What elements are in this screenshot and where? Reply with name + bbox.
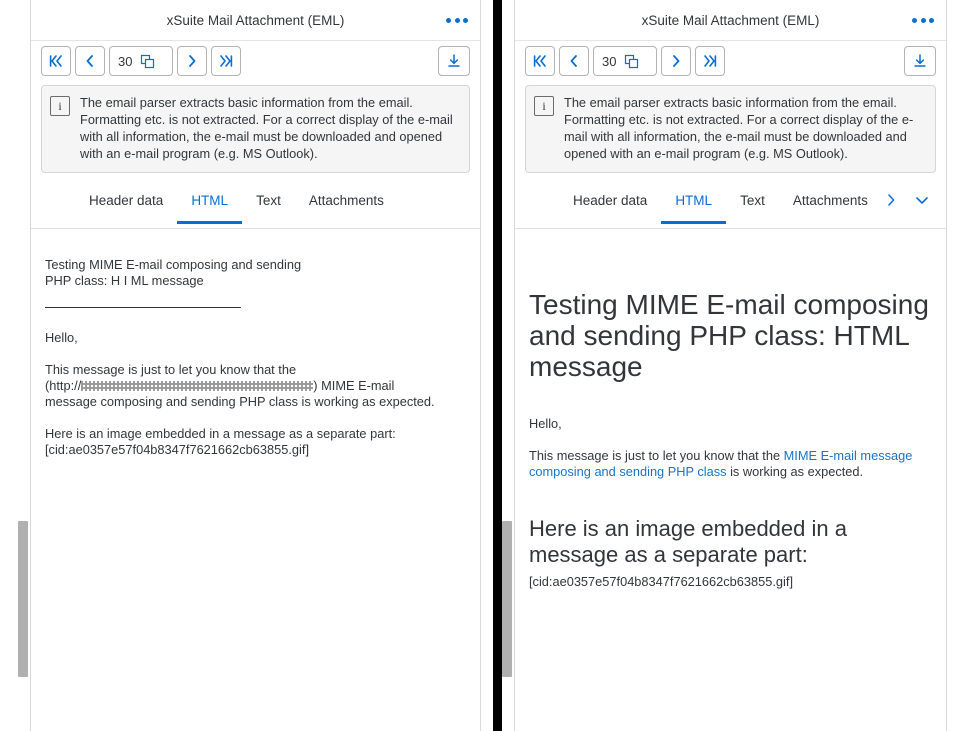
pane-divider xyxy=(493,0,502,731)
info-message-strip xyxy=(41,85,470,173)
previous-page-button-right[interactable] xyxy=(559,46,589,76)
first-page-button-right[interactable] xyxy=(525,46,555,76)
page-title-right: xSuite Mail Attachment (EML) xyxy=(641,13,820,28)
pager-toolbar-right xyxy=(515,41,946,83)
scrollbar-left[interactable] xyxy=(18,521,28,677)
email-body-html xyxy=(515,229,946,731)
eml-viewer-pane-right xyxy=(502,0,959,731)
information-icon-right: i xyxy=(534,96,554,116)
plain-paragraph-pre: This message is just to let you know that the xyxy=(45,362,297,377)
plain-image-note-text: Here is an image embedded in a message as a separate part: xyxy=(45,426,396,441)
tab-bar-right xyxy=(515,187,946,229)
email-body-plain xyxy=(31,229,480,731)
page-title: xSuite Mail Attachment (EML) xyxy=(166,13,345,28)
page-number-value-right: 30 xyxy=(602,53,617,69)
last-page-button-right[interactable] xyxy=(695,46,725,76)
last-page-button[interactable] xyxy=(211,46,241,76)
email-paragraph-post: is working as expected. xyxy=(726,464,864,479)
tab-text-right[interactable]: Text xyxy=(740,193,765,208)
plain-line-2: PHP class: H I ML message xyxy=(45,273,204,288)
next-page-button[interactable] xyxy=(177,46,207,76)
info-message-text: The email parser extracts basic information from the email. Formatting etc. is not extracted. For a correct display of the e-mail with all information, the e-mail must be downloaded and opened with an e-mail program (e.g. MS Outlook). xyxy=(80,95,453,161)
page-number-field-right[interactable] xyxy=(593,46,657,76)
plain-link-suffix: ) MIME E-mail xyxy=(313,378,395,393)
email-subheading: Here is an image embedded in a message as a separate part: xyxy=(529,516,847,567)
eml-viewer-pane-left xyxy=(18,0,493,731)
email-greeting: Hello, xyxy=(529,416,562,431)
tab-html[interactable]: HTML xyxy=(177,187,242,224)
email-paragraph-pre: This message is just to let you know that the xyxy=(529,448,784,463)
next-page-button-right[interactable] xyxy=(661,46,691,76)
copy-icon-right[interactable] xyxy=(624,54,639,69)
tab-header-data-right[interactable]: Header data xyxy=(573,193,648,208)
tab-overflow-controls xyxy=(886,187,930,212)
obfuscated-url xyxy=(81,381,313,391)
page-number-value: 30 xyxy=(118,53,133,69)
information-icon: i xyxy=(50,96,70,116)
plain-paragraph xyxy=(45,362,466,410)
tab-text[interactable]: Text xyxy=(256,193,281,208)
first-page-button[interactable] xyxy=(41,46,71,76)
overflow-menu-icon-right[interactable] xyxy=(912,16,934,24)
card-header-right xyxy=(515,0,946,41)
download-button[interactable] xyxy=(438,46,470,76)
email-heading: Testing MIME E-mail composing and sending PHP class: HTML message xyxy=(529,289,929,382)
tab-attachments[interactable]: Attachments xyxy=(308,193,384,208)
tab-html-right[interactable]: HTML xyxy=(661,187,726,224)
tab-bar xyxy=(31,187,480,229)
tab-attachments-right[interactable]: Attachments xyxy=(792,193,868,208)
email-body-link[interactable]: MIME E-mail message composing and sending PHP class xyxy=(529,448,913,479)
copy-icon[interactable] xyxy=(140,54,155,69)
page-number-field[interactable] xyxy=(109,46,173,76)
plain-greeting: Hello, xyxy=(45,330,78,345)
chevron-down-icon[interactable] xyxy=(914,193,930,212)
overflow-menu-icon[interactable] xyxy=(446,16,468,24)
plain-cid: [cid:ae0357e57f04b8347f7621662cb63855.gif] xyxy=(45,442,309,457)
email-paragraph xyxy=(529,448,932,480)
chevron-right-icon[interactable] xyxy=(886,193,896,212)
pager-toolbar xyxy=(31,41,480,83)
previous-page-button[interactable] xyxy=(75,46,105,76)
horizontal-rule xyxy=(45,307,241,308)
plain-image-note xyxy=(45,426,466,458)
email-cid: [cid:ae0357e57f04b8347f7621662cb63855.gif] xyxy=(529,574,793,589)
plain-link-prefix: (http:// xyxy=(45,378,82,393)
plain-paragraph-rest: message composing and sending PHP class is working as expected. xyxy=(45,394,435,409)
info-message-text-right: The email parser extracts basic information from the email. Formatting etc. is not extracted. For a correct display of the e-mail with all information, the e-mail must be downloaded and opened with an e-mail program (e.g. MS Outlook). xyxy=(564,95,914,161)
tab-header-data[interactable]: Header data xyxy=(89,193,164,208)
download-button-right[interactable] xyxy=(904,46,936,76)
left-gutter xyxy=(0,0,18,731)
scrollbar-right[interactable] xyxy=(502,521,512,677)
info-message-strip-right xyxy=(525,85,936,173)
plain-line-1: Testing MIME E-mail composing and sending xyxy=(45,257,302,272)
card-header xyxy=(31,0,480,41)
